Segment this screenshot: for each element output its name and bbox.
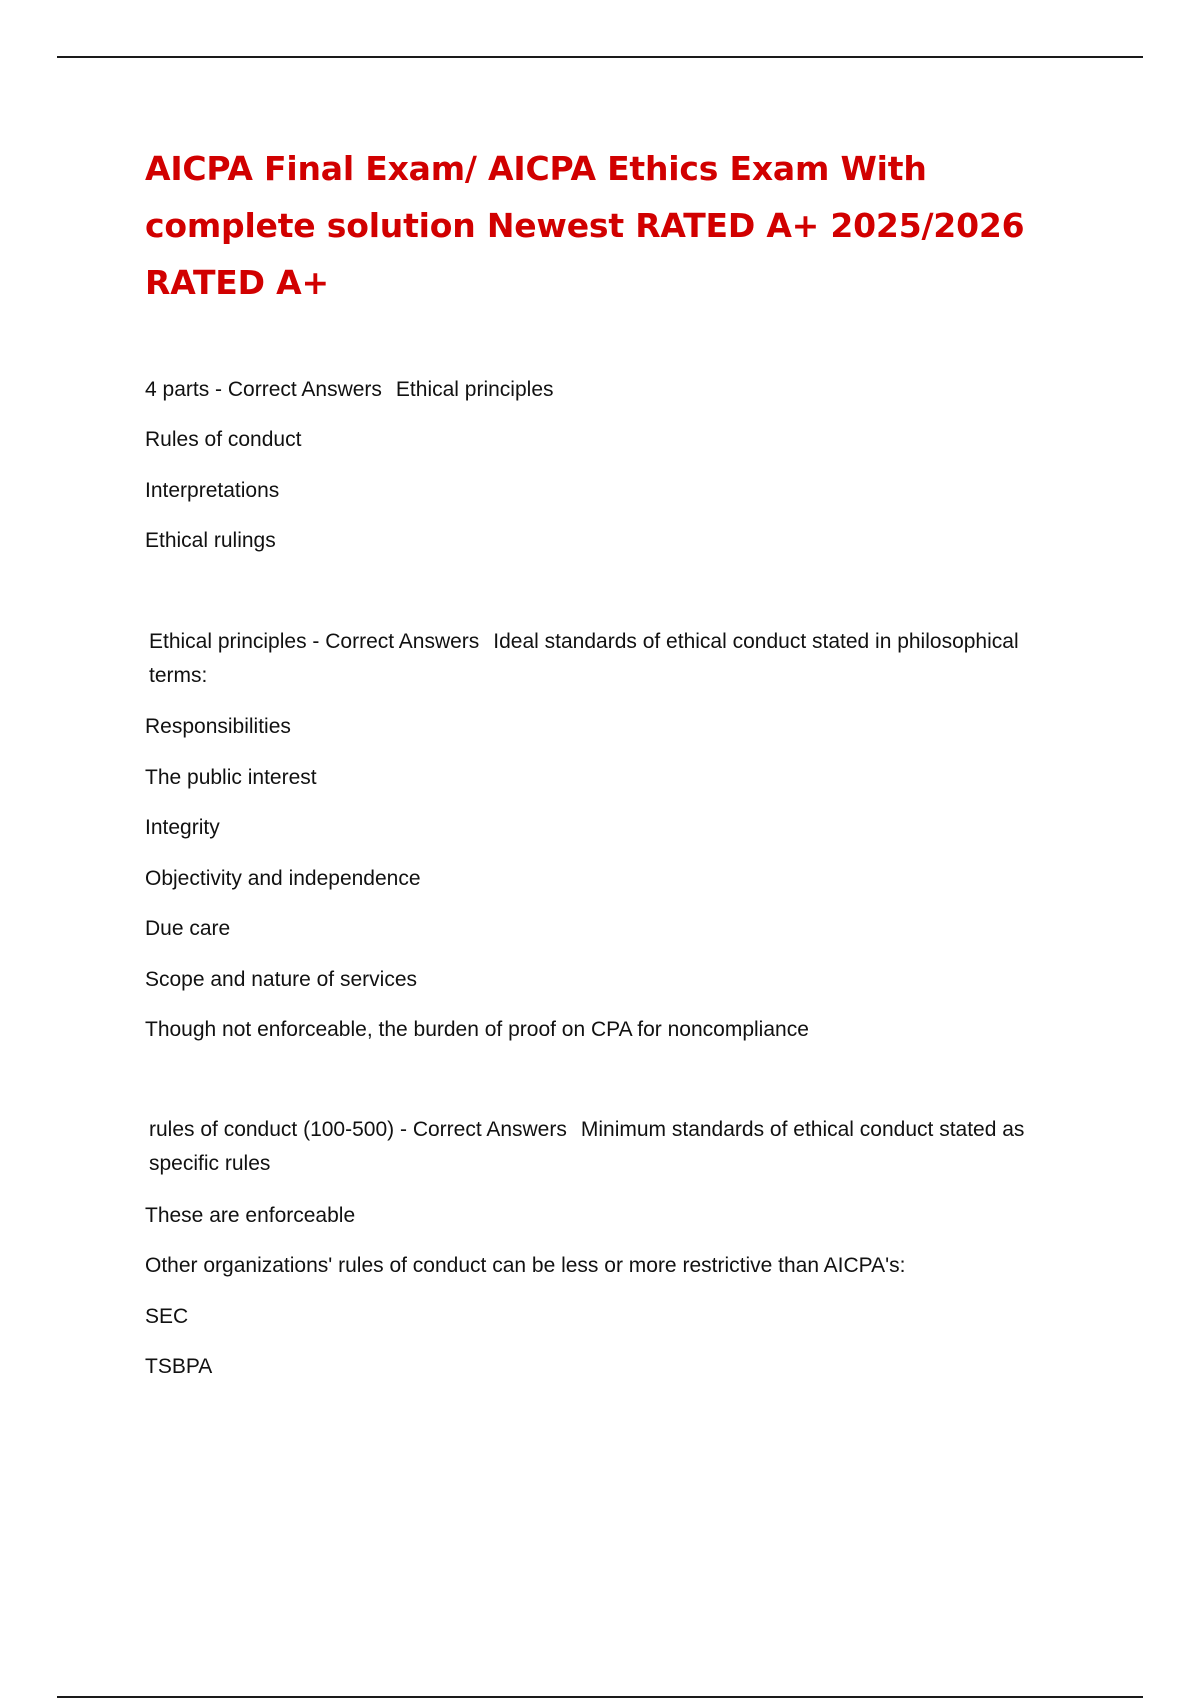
q2-question: Ethical principles -	[149, 630, 326, 653]
q1-line-2: Interpretations	[145, 479, 280, 502]
q3-question-line	[149, 1113, 1079, 1181]
q2-question-line	[149, 625, 1079, 693]
q1-question: 4 parts -	[145, 378, 228, 401]
q1-label: Correct Answers	[227, 378, 382, 401]
q1-line-1: Rules of conduct	[145, 428, 302, 451]
q3-question: rules of conduct (100-500) -	[149, 1118, 413, 1141]
q1-line-3: Ethical rulings	[145, 529, 276, 552]
q3-line-1: These are enforceable	[145, 1204, 356, 1227]
document-title: AICPA Final Exam/ AICPA Ethics Exam With complete solution Newest RATED A+ 2025/2026 RATED A+	[145, 149, 1025, 302]
q1-answer: Ethical principles	[395, 378, 554, 401]
q2-line-5: Due care	[145, 917, 231, 940]
q2-line-3: Integrity	[145, 816, 220, 839]
q3-line-3: SEC	[145, 1305, 189, 1328]
q2-answer: Ideal standards of ethical conduct stated in philosophical terms:	[149, 630, 1019, 687]
q2-line-7: Though not enforceable, the burden of proof on CPA for noncompliance	[145, 1018, 809, 1041]
q3-line-2: Other organizations' rules of conduct can be less or more restrictive than AICPA's:	[145, 1254, 906, 1277]
top-rule	[57, 56, 1143, 58]
bottom-rule	[57, 1696, 1143, 1698]
q2-line-4: Objectivity and independence	[145, 867, 421, 890]
q2-line-6: Scope and nature of services	[145, 968, 417, 991]
q2-line-2: The public interest	[145, 766, 317, 789]
q2-line-1: Responsibilities	[145, 715, 291, 738]
q3-label: Correct Answers	[412, 1118, 567, 1141]
q3-answer: Minimum standards of ethical conduct stated as specific rules	[149, 1118, 1025, 1175]
q3-line-4: TSBPA	[145, 1355, 213, 1378]
q2-label: Correct Answers	[325, 630, 480, 653]
q1-question-line	[145, 376, 554, 404]
